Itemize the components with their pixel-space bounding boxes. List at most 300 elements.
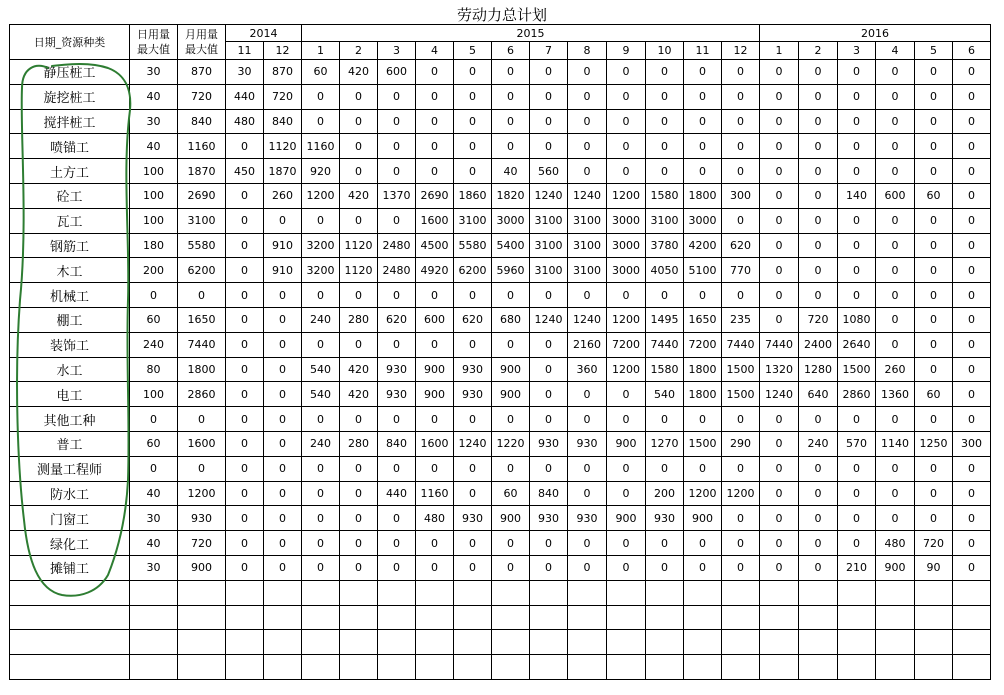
daily-max-cell[interactable]: 30 bbox=[130, 555, 178, 580]
month-value-cell[interactable]: 1270 bbox=[646, 431, 684, 456]
month-value-cell[interactable]: 1860 bbox=[454, 183, 492, 208]
month-value-cell[interactable]: 0 bbox=[953, 233, 991, 258]
month-value-cell[interactable]: 0 bbox=[876, 233, 915, 258]
month-value-cell[interactable]: 240 bbox=[799, 431, 838, 456]
month-value-cell[interactable]: 0 bbox=[416, 60, 454, 85]
month-value-cell[interactable]: 0 bbox=[684, 134, 722, 159]
month-value-cell[interactable]: 0 bbox=[530, 84, 568, 109]
month-value-cell[interactable]: 920 bbox=[302, 159, 340, 184]
month-value-cell[interactable]: 1320 bbox=[760, 357, 799, 382]
month-value-cell[interactable]: 0 bbox=[760, 481, 799, 506]
empty-cell[interactable] bbox=[876, 605, 915, 630]
month-value-cell[interactable]: 0 bbox=[876, 481, 915, 506]
month-value-cell[interactable]: 0 bbox=[760, 84, 799, 109]
month-value-cell[interactable]: 1200 bbox=[607, 307, 646, 332]
daily-max-cell[interactable]: 40 bbox=[130, 84, 178, 109]
month-value-cell[interactable]: 0 bbox=[416, 159, 454, 184]
monthly-max-cell[interactable]: 2690 bbox=[178, 183, 226, 208]
month-value-cell[interactable]: 0 bbox=[799, 481, 838, 506]
empty-cell[interactable] bbox=[492, 580, 530, 605]
month-value-cell[interactable]: 0 bbox=[760, 258, 799, 283]
month-value-cell[interactable]: 0 bbox=[876, 258, 915, 283]
month-value-cell[interactable]: 5960 bbox=[492, 258, 530, 283]
empty-cell[interactable] bbox=[568, 605, 607, 630]
month-value-cell[interactable]: 930 bbox=[568, 506, 607, 531]
empty-cell[interactable] bbox=[915, 655, 953, 680]
month-value-cell[interactable]: 0 bbox=[722, 456, 760, 481]
month-value-cell[interactable]: 930 bbox=[378, 357, 416, 382]
month-value-cell[interactable]: 4500 bbox=[416, 233, 454, 258]
month-value-cell[interactable]: 3000 bbox=[607, 208, 646, 233]
month-value-cell[interactable]: 1250 bbox=[915, 431, 953, 456]
month-value-cell[interactable]: 0 bbox=[722, 134, 760, 159]
month-value-cell[interactable]: 930 bbox=[568, 431, 607, 456]
month-value-cell[interactable]: 0 bbox=[799, 109, 838, 134]
month-value-cell[interactable]: 1120 bbox=[264, 134, 302, 159]
month-value-cell[interactable]: 0 bbox=[416, 283, 454, 308]
monthly-max-cell[interactable]: 1800 bbox=[178, 357, 226, 382]
empty-cell[interactable] bbox=[454, 580, 492, 605]
month-value-cell[interactable]: 1200 bbox=[607, 183, 646, 208]
monthly-max-cell[interactable]: 3100 bbox=[178, 208, 226, 233]
month-value-cell[interactable]: 1820 bbox=[492, 183, 530, 208]
month-value-cell[interactable]: 0 bbox=[492, 134, 530, 159]
empty-cell[interactable] bbox=[684, 580, 722, 605]
month-value-cell[interactable]: 0 bbox=[722, 555, 760, 580]
month-value-cell[interactable]: 1160 bbox=[416, 481, 454, 506]
empty-cell[interactable] bbox=[454, 655, 492, 680]
empty-cell[interactable] bbox=[178, 655, 226, 680]
month-value-cell[interactable]: 440 bbox=[226, 84, 264, 109]
month-value-cell[interactable]: 0 bbox=[492, 332, 530, 357]
month-value-cell[interactable]: 420 bbox=[340, 382, 378, 407]
empty-cell[interactable] bbox=[876, 580, 915, 605]
month-value-cell[interactable]: 3100 bbox=[530, 208, 568, 233]
month-value-cell[interactable]: 0 bbox=[799, 84, 838, 109]
month-value-cell[interactable]: 0 bbox=[530, 134, 568, 159]
month-value-cell[interactable]: 280 bbox=[340, 307, 378, 332]
empty-cell[interactable] bbox=[838, 605, 876, 630]
month-value-cell[interactable]: 140 bbox=[838, 183, 876, 208]
month-value-cell[interactable]: 0 bbox=[876, 332, 915, 357]
month-value-cell[interactable]: 0 bbox=[953, 555, 991, 580]
month-value-cell[interactable]: 0 bbox=[684, 283, 722, 308]
month-value-cell[interactable]: 0 bbox=[760, 555, 799, 580]
month-value-cell[interactable]: 4200 bbox=[684, 233, 722, 258]
month-value-cell[interactable]: 0 bbox=[302, 531, 340, 556]
month-value-cell[interactable]: 0 bbox=[530, 283, 568, 308]
month-value-cell[interactable]: 600 bbox=[416, 307, 454, 332]
resource-name-cell[interactable]: 瓦工 bbox=[10, 208, 130, 233]
month-value-cell[interactable]: 0 bbox=[915, 307, 953, 332]
month-value-cell[interactable]: 0 bbox=[646, 159, 684, 184]
month-value-cell[interactable]: 0 bbox=[838, 506, 876, 531]
month-value-cell[interactable]: 0 bbox=[226, 531, 264, 556]
empty-cell[interactable] bbox=[492, 655, 530, 680]
month-value-cell[interactable]: 0 bbox=[340, 506, 378, 531]
month-value-cell[interactable]: 0 bbox=[953, 531, 991, 556]
month-value-cell[interactable]: 0 bbox=[302, 84, 340, 109]
month-value-cell[interactable]: 1580 bbox=[646, 183, 684, 208]
month-value-cell[interactable]: 0 bbox=[876, 283, 915, 308]
month-value-cell[interactable]: 0 bbox=[226, 307, 264, 332]
month-value-cell[interactable]: 910 bbox=[264, 233, 302, 258]
month-value-cell[interactable]: 7200 bbox=[684, 332, 722, 357]
month-value-cell[interactable]: 0 bbox=[722, 109, 760, 134]
month-value-cell[interactable]: 0 bbox=[915, 109, 953, 134]
month-value-cell[interactable]: 2860 bbox=[838, 382, 876, 407]
month-value-cell[interactable]: 30 bbox=[226, 60, 264, 85]
month-value-cell[interactable]: 900 bbox=[416, 357, 454, 382]
month-value-cell[interactable]: 0 bbox=[646, 109, 684, 134]
empty-cell[interactable] bbox=[302, 605, 340, 630]
empty-cell[interactable] bbox=[530, 655, 568, 680]
empty-cell[interactable] bbox=[915, 605, 953, 630]
month-value-cell[interactable]: 0 bbox=[684, 555, 722, 580]
month-value-cell[interactable]: 0 bbox=[684, 456, 722, 481]
month-value-cell[interactable]: 0 bbox=[876, 60, 915, 85]
month-value-cell[interactable]: 40 bbox=[492, 159, 530, 184]
month-value-cell[interactable]: 620 bbox=[722, 233, 760, 258]
month-value-cell[interactable]: 720 bbox=[799, 307, 838, 332]
month-value-cell[interactable]: 1500 bbox=[684, 431, 722, 456]
month-value-cell[interactable]: 0 bbox=[953, 208, 991, 233]
month-value-cell[interactable]: 0 bbox=[378, 407, 416, 432]
month-value-cell[interactable]: 0 bbox=[454, 84, 492, 109]
empty-cell[interactable] bbox=[454, 630, 492, 655]
empty-cell[interactable] bbox=[722, 655, 760, 680]
empty-cell[interactable] bbox=[130, 580, 178, 605]
month-value-cell[interactable]: 620 bbox=[454, 307, 492, 332]
month-value-cell[interactable]: 1495 bbox=[646, 307, 684, 332]
month-value-cell[interactable]: 2640 bbox=[838, 332, 876, 357]
month-value-cell[interactable]: 0 bbox=[302, 407, 340, 432]
month-value-cell[interactable]: 1200 bbox=[684, 481, 722, 506]
month-value-cell[interactable]: 1200 bbox=[722, 481, 760, 506]
month-value-cell[interactable]: 0 bbox=[226, 183, 264, 208]
month-value-cell[interactable]: 0 bbox=[722, 283, 760, 308]
month-value-cell[interactable]: 0 bbox=[568, 159, 607, 184]
month-value-cell[interactable]: 1140 bbox=[876, 431, 915, 456]
empty-cell[interactable] bbox=[568, 630, 607, 655]
month-value-cell[interactable]: 0 bbox=[722, 60, 760, 85]
month-value-cell[interactable]: 60 bbox=[915, 183, 953, 208]
empty-cell[interactable] bbox=[953, 655, 991, 680]
month-value-cell[interactable]: 0 bbox=[454, 555, 492, 580]
month-value-cell[interactable]: 2690 bbox=[416, 183, 454, 208]
month-value-cell[interactable]: 0 bbox=[915, 456, 953, 481]
empty-cell[interactable] bbox=[130, 630, 178, 655]
empty-cell[interactable] bbox=[454, 605, 492, 630]
month-value-cell[interactable]: 0 bbox=[876, 109, 915, 134]
empty-cell[interactable] bbox=[799, 580, 838, 605]
month-value-cell[interactable]: 0 bbox=[416, 407, 454, 432]
month-value-cell[interactable]: 0 bbox=[760, 531, 799, 556]
empty-cell[interactable] bbox=[264, 580, 302, 605]
empty-cell[interactable] bbox=[607, 580, 646, 605]
month-value-cell[interactable]: 1240 bbox=[530, 307, 568, 332]
daily-max-cell[interactable]: 30 bbox=[130, 109, 178, 134]
month-value-cell[interactable]: 0 bbox=[799, 555, 838, 580]
daily-max-cell[interactable]: 180 bbox=[130, 233, 178, 258]
month-value-cell[interactable]: 0 bbox=[378, 84, 416, 109]
empty-cell[interactable] bbox=[226, 605, 264, 630]
month-value-cell[interactable]: 3000 bbox=[492, 208, 530, 233]
month-value-cell[interactable]: 0 bbox=[760, 109, 799, 134]
empty-cell[interactable] bbox=[492, 605, 530, 630]
resource-name-cell[interactable]: 搅拌桩工 bbox=[10, 109, 130, 134]
month-value-cell[interactable]: 0 bbox=[953, 183, 991, 208]
month-value-cell[interactable]: 0 bbox=[607, 555, 646, 580]
month-value-cell[interactable]: 0 bbox=[226, 208, 264, 233]
month-value-cell[interactable]: 840 bbox=[378, 431, 416, 456]
month-value-cell[interactable]: 0 bbox=[915, 60, 953, 85]
month-value-cell[interactable]: 0 bbox=[302, 506, 340, 531]
month-value-cell[interactable]: 0 bbox=[340, 332, 378, 357]
resource-name-cell[interactable]: 普工 bbox=[10, 431, 130, 456]
month-value-cell[interactable]: 0 bbox=[838, 159, 876, 184]
daily-max-cell[interactable]: 0 bbox=[130, 283, 178, 308]
month-value-cell[interactable]: 0 bbox=[760, 283, 799, 308]
month-value-cell[interactable]: 0 bbox=[876, 159, 915, 184]
month-value-cell[interactable]: 0 bbox=[378, 332, 416, 357]
month-value-cell[interactable]: 0 bbox=[838, 258, 876, 283]
month-value-cell[interactable]: 0 bbox=[416, 109, 454, 134]
month-value-cell[interactable]: 0 bbox=[646, 531, 684, 556]
month-value-cell[interactable]: 0 bbox=[915, 84, 953, 109]
month-value-cell[interactable]: 0 bbox=[915, 208, 953, 233]
month-value-cell[interactable]: 0 bbox=[416, 134, 454, 159]
month-value-cell[interactable]: 1800 bbox=[684, 382, 722, 407]
empty-cell[interactable] bbox=[416, 605, 454, 630]
month-value-cell[interactable]: 0 bbox=[568, 456, 607, 481]
month-value-cell[interactable]: 540 bbox=[302, 357, 340, 382]
month-value-cell[interactable]: 930 bbox=[454, 506, 492, 531]
month-value-cell[interactable]: 0 bbox=[760, 506, 799, 531]
monthly-max-cell[interactable]: 0 bbox=[178, 407, 226, 432]
month-value-cell[interactable]: 2400 bbox=[799, 332, 838, 357]
month-value-cell[interactable]: 5400 bbox=[492, 233, 530, 258]
month-value-cell[interactable]: 3000 bbox=[684, 208, 722, 233]
empty-cell[interactable] bbox=[684, 630, 722, 655]
month-value-cell[interactable]: 0 bbox=[760, 134, 799, 159]
month-value-cell[interactable]: 0 bbox=[264, 431, 302, 456]
month-value-cell[interactable]: 0 bbox=[953, 134, 991, 159]
month-value-cell[interactable]: 0 bbox=[226, 134, 264, 159]
month-value-cell[interactable]: 0 bbox=[226, 481, 264, 506]
month-value-cell[interactable]: 0 bbox=[876, 456, 915, 481]
month-value-cell[interactable]: 2480 bbox=[378, 258, 416, 283]
month-value-cell[interactable]: 0 bbox=[684, 159, 722, 184]
month-value-cell[interactable]: 260 bbox=[264, 183, 302, 208]
month-value-cell[interactable]: 1220 bbox=[492, 431, 530, 456]
empty-cell[interactable] bbox=[876, 655, 915, 680]
resource-name-cell[interactable]: 木工 bbox=[10, 258, 130, 283]
empty-cell[interactable] bbox=[264, 655, 302, 680]
month-value-cell[interactable]: 0 bbox=[302, 481, 340, 506]
month-value-cell[interactable]: 0 bbox=[838, 208, 876, 233]
empty-cell[interactable] bbox=[722, 580, 760, 605]
resource-name-cell[interactable]: 其他工种 bbox=[10, 407, 130, 432]
empty-cell[interactable] bbox=[568, 655, 607, 680]
monthly-max-cell[interactable]: 720 bbox=[178, 531, 226, 556]
empty-cell[interactable] bbox=[722, 605, 760, 630]
month-value-cell[interactable]: 0 bbox=[340, 159, 378, 184]
daily-max-cell[interactable]: 200 bbox=[130, 258, 178, 283]
empty-cell[interactable] bbox=[838, 655, 876, 680]
month-value-cell[interactable]: 0 bbox=[530, 456, 568, 481]
monthly-max-cell[interactable]: 1650 bbox=[178, 307, 226, 332]
month-value-cell[interactable]: 280 bbox=[340, 431, 378, 456]
empty-cell[interactable] bbox=[684, 655, 722, 680]
month-value-cell[interactable]: 0 bbox=[953, 481, 991, 506]
month-value-cell[interactable]: 0 bbox=[953, 332, 991, 357]
empty-cell[interactable] bbox=[646, 580, 684, 605]
month-value-cell[interactable]: 0 bbox=[607, 283, 646, 308]
month-value-cell[interactable]: 930 bbox=[530, 431, 568, 456]
month-value-cell[interactable]: 0 bbox=[454, 134, 492, 159]
month-value-cell[interactable]: 0 bbox=[340, 134, 378, 159]
month-value-cell[interactable]: 0 bbox=[915, 481, 953, 506]
month-value-cell[interactable]: 540 bbox=[646, 382, 684, 407]
month-value-cell[interactable]: 0 bbox=[226, 456, 264, 481]
month-value-cell[interactable]: 0 bbox=[760, 431, 799, 456]
month-value-cell[interactable]: 0 bbox=[953, 283, 991, 308]
month-value-cell[interactable]: 0 bbox=[722, 84, 760, 109]
month-value-cell[interactable]: 0 bbox=[302, 456, 340, 481]
month-value-cell[interactable]: 360 bbox=[568, 357, 607, 382]
month-value-cell[interactable]: 0 bbox=[838, 60, 876, 85]
month-value-cell[interactable]: 0 bbox=[454, 159, 492, 184]
empty-cell[interactable] bbox=[340, 630, 378, 655]
month-value-cell[interactable]: 840 bbox=[530, 481, 568, 506]
month-value-cell[interactable]: 0 bbox=[760, 208, 799, 233]
month-value-cell[interactable]: 770 bbox=[722, 258, 760, 283]
month-value-cell[interactable]: 0 bbox=[226, 506, 264, 531]
month-value-cell[interactable]: 0 bbox=[799, 134, 838, 159]
monthly-max-cell[interactable]: 0 bbox=[178, 283, 226, 308]
month-value-cell[interactable]: 1500 bbox=[722, 382, 760, 407]
empty-cell[interactable] bbox=[178, 605, 226, 630]
daily-max-cell[interactable]: 40 bbox=[130, 134, 178, 159]
month-value-cell[interactable]: 0 bbox=[607, 159, 646, 184]
daily-max-cell[interactable]: 80 bbox=[130, 357, 178, 382]
empty-cell[interactable] bbox=[378, 630, 416, 655]
empty-cell[interactable] bbox=[264, 630, 302, 655]
month-value-cell[interactable]: 0 bbox=[226, 283, 264, 308]
month-value-cell[interactable]: 0 bbox=[340, 109, 378, 134]
month-value-cell[interactable]: 0 bbox=[760, 407, 799, 432]
month-value-cell[interactable]: 930 bbox=[646, 506, 684, 531]
month-value-cell[interactable]: 480 bbox=[226, 109, 264, 134]
month-value-cell[interactable]: 0 bbox=[226, 555, 264, 580]
month-value-cell[interactable]: 0 bbox=[568, 60, 607, 85]
month-value-cell[interactable]: 3200 bbox=[302, 233, 340, 258]
month-value-cell[interactable]: 0 bbox=[416, 531, 454, 556]
month-value-cell[interactable]: 0 bbox=[568, 481, 607, 506]
empty-cell[interactable] bbox=[953, 630, 991, 655]
month-value-cell[interactable]: 1580 bbox=[646, 357, 684, 382]
month-value-cell[interactable]: 0 bbox=[607, 407, 646, 432]
month-value-cell[interactable]: 0 bbox=[454, 60, 492, 85]
empty-cell[interactable] bbox=[416, 580, 454, 605]
month-value-cell[interactable]: 900 bbox=[492, 357, 530, 382]
month-value-cell[interactable]: 60 bbox=[492, 481, 530, 506]
month-value-cell[interactable]: 0 bbox=[492, 84, 530, 109]
empty-cell[interactable] bbox=[646, 605, 684, 630]
month-value-cell[interactable]: 0 bbox=[264, 481, 302, 506]
month-value-cell[interactable]: 0 bbox=[416, 555, 454, 580]
monthly-max-cell[interactable]: 870 bbox=[178, 60, 226, 85]
month-value-cell[interactable]: 0 bbox=[838, 407, 876, 432]
month-value-cell[interactable]: 0 bbox=[722, 208, 760, 233]
month-value-cell[interactable]: 640 bbox=[799, 382, 838, 407]
month-value-cell[interactable]: 7440 bbox=[760, 332, 799, 357]
month-value-cell[interactable]: 0 bbox=[264, 531, 302, 556]
daily-max-cell[interactable]: 240 bbox=[130, 332, 178, 357]
month-value-cell[interactable]: 0 bbox=[226, 407, 264, 432]
month-value-cell[interactable]: 0 bbox=[607, 134, 646, 159]
month-value-cell[interactable]: 0 bbox=[264, 283, 302, 308]
month-value-cell[interactable]: 0 bbox=[915, 506, 953, 531]
empty-cell[interactable] bbox=[178, 630, 226, 655]
daily-max-cell[interactable]: 30 bbox=[130, 506, 178, 531]
month-value-cell[interactable]: 720 bbox=[264, 84, 302, 109]
month-value-cell[interactable]: 0 bbox=[226, 357, 264, 382]
monthly-max-cell[interactable]: 1870 bbox=[178, 159, 226, 184]
empty-cell[interactable] bbox=[607, 605, 646, 630]
month-value-cell[interactable]: 0 bbox=[264, 555, 302, 580]
month-value-cell[interactable]: 1370 bbox=[378, 183, 416, 208]
month-value-cell[interactable]: 300 bbox=[953, 431, 991, 456]
empty-cell[interactable] bbox=[530, 605, 568, 630]
month-value-cell[interactable]: 0 bbox=[646, 134, 684, 159]
month-value-cell[interactable]: 480 bbox=[416, 506, 454, 531]
month-value-cell[interactable]: 3000 bbox=[607, 233, 646, 258]
month-value-cell[interactable]: 0 bbox=[264, 357, 302, 382]
month-value-cell[interactable]: 0 bbox=[378, 134, 416, 159]
month-value-cell[interactable]: 0 bbox=[684, 407, 722, 432]
month-value-cell[interactable]: 0 bbox=[876, 506, 915, 531]
month-value-cell[interactable]: 0 bbox=[454, 332, 492, 357]
month-value-cell[interactable]: 420 bbox=[340, 357, 378, 382]
month-value-cell[interactable]: 0 bbox=[838, 481, 876, 506]
daily-max-cell[interactable]: 30 bbox=[130, 60, 178, 85]
month-value-cell[interactable]: 0 bbox=[530, 60, 568, 85]
empty-cell[interactable] bbox=[226, 655, 264, 680]
month-value-cell[interactable]: 0 bbox=[876, 134, 915, 159]
month-value-cell[interactable]: 0 bbox=[302, 109, 340, 134]
month-value-cell[interactable]: 0 bbox=[953, 456, 991, 481]
month-value-cell[interactable]: 3100 bbox=[530, 233, 568, 258]
month-value-cell[interactable]: 260 bbox=[876, 357, 915, 382]
month-value-cell[interactable]: 900 bbox=[492, 382, 530, 407]
month-value-cell[interactable]: 0 bbox=[838, 283, 876, 308]
month-value-cell[interactable]: 1240 bbox=[568, 307, 607, 332]
month-value-cell[interactable]: 0 bbox=[953, 84, 991, 109]
month-value-cell[interactable]: 0 bbox=[684, 84, 722, 109]
month-value-cell[interactable]: 0 bbox=[799, 456, 838, 481]
month-value-cell[interactable]: 0 bbox=[340, 208, 378, 233]
empty-cell[interactable] bbox=[130, 655, 178, 680]
month-value-cell[interactable]: 3100 bbox=[568, 233, 607, 258]
monthly-max-cell[interactable]: 0 bbox=[178, 456, 226, 481]
month-value-cell[interactable]: 1160 bbox=[302, 134, 340, 159]
month-value-cell[interactable]: 0 bbox=[607, 531, 646, 556]
monthly-max-cell[interactable]: 840 bbox=[178, 109, 226, 134]
empty-cell[interactable] bbox=[530, 580, 568, 605]
month-value-cell[interactable]: 2160 bbox=[568, 332, 607, 357]
